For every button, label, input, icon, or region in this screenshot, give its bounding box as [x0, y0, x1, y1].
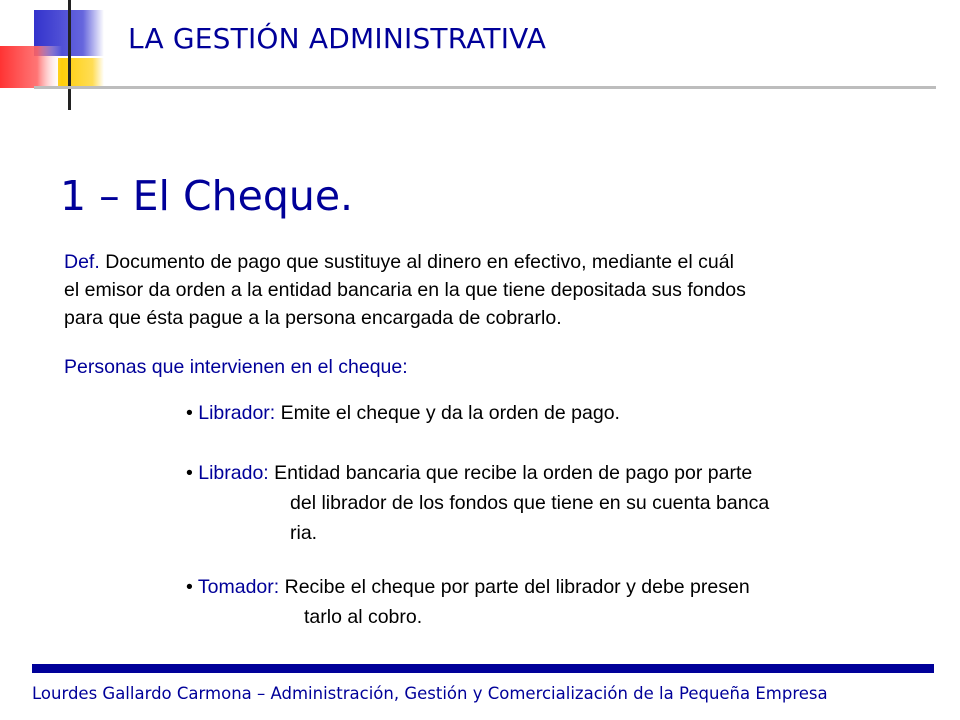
- bullet-icon: •: [186, 462, 193, 484]
- header-divider: [36, 86, 936, 89]
- definition-line-3: para que ésta pague a la persona encargada de cobrarlo.: [64, 307, 562, 329]
- role-description-line: Entidad bancaria que recibe la orden de pago por parte: [274, 462, 753, 484]
- footer-divider: [32, 664, 934, 673]
- role-description-line: ria.: [290, 522, 318, 544]
- role-term: Librado:: [198, 462, 269, 484]
- role-librador: [186, 398, 620, 428]
- role-description-line: Recibe el cheque por parte del librador y debe presen: [284, 576, 750, 598]
- role-term: Librador:: [198, 402, 276, 424]
- role-tomador: [186, 572, 750, 632]
- role-librado: [186, 458, 769, 548]
- role-description-line: del librador de los fondos que tiene en su cuenta banca: [290, 492, 770, 514]
- role-description-line: tarlo al cobro.: [304, 606, 423, 628]
- definition-line-1: Documento de pago que sustituye al dinero en efectivo, mediante el cuál: [105, 251, 734, 273]
- definition-line-2: el emisor da orden a la entidad bancaria en la que tiene depositada sus fondos: [64, 279, 746, 301]
- definition-paragraph: [64, 248, 914, 332]
- role-term: Tomador:: [197, 576, 280, 598]
- slide-title: 1 – El Cheque.: [60, 172, 354, 220]
- persons-heading: Personas que intervienen en el cheque:: [64, 356, 408, 378]
- decorative-logo-icon: [0, 0, 110, 115]
- role-description-line: Emite el cheque y da la orden de pago.: [280, 402, 620, 424]
- bullet-icon: •: [186, 402, 193, 424]
- definition-label: Def.: [64, 251, 100, 273]
- bullet-icon: •: [186, 576, 193, 598]
- footer-credit: Lourdes Gallardo Carmona – Administración, Gestión y Comercialización de la Pequeña Empresa: [32, 684, 828, 703]
- header-title: LA GESTIÓN ADMINISTRATIVA: [128, 22, 547, 55]
